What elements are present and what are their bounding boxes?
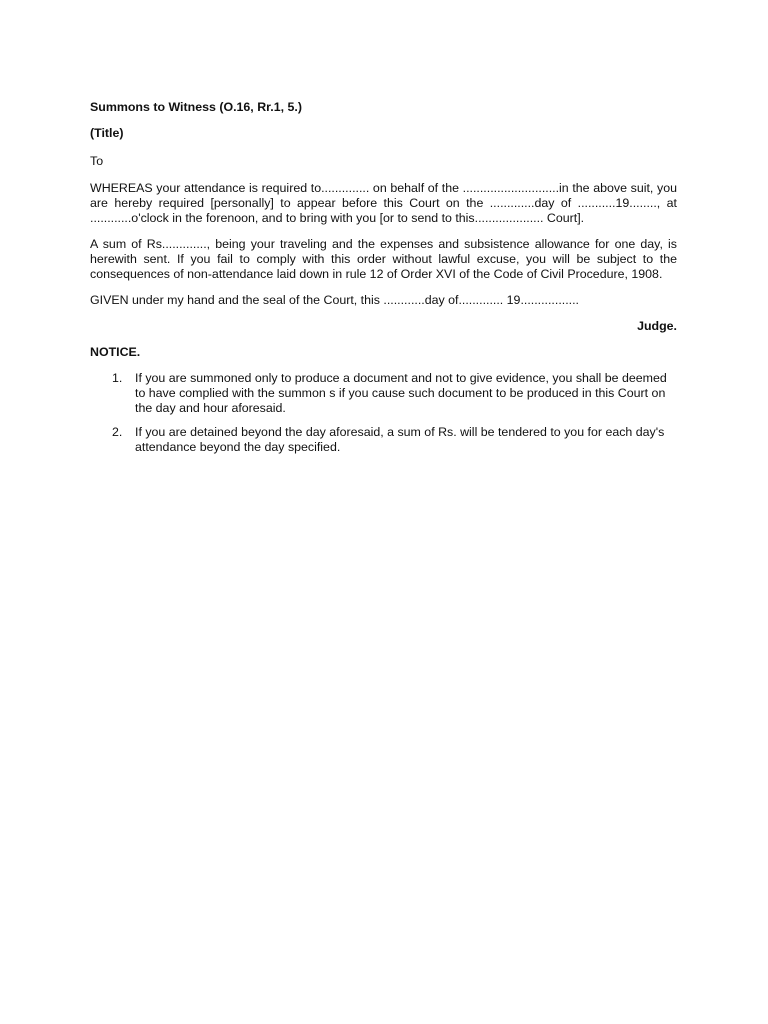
document-page xyxy=(90,100,677,464)
notice-heading: NOTICE. xyxy=(90,345,141,359)
addressee-label: To xyxy=(90,154,104,168)
notice-list xyxy=(90,371,677,455)
list-item-text: If you are detained beyond the day aforesaid, a sum of Rs. will be tendered to you for each day's attendance beyond the day specified. xyxy=(135,425,665,454)
judge-signature: Judge. xyxy=(637,319,677,333)
document-title: Summons to Witness (O.16, Rr.1, 5.) xyxy=(90,100,302,114)
given-paragraph: GIVEN under my hand and the seal of the Court, this ............day of............. 19................. xyxy=(90,293,579,307)
list-item xyxy=(112,425,677,455)
whereas-paragraph: WHEREAS your attendance is required to.............. on behalf of the ............................in the above suit, you are hereby required [personally] to appear before this Court on the .............day of ...........19........, at ............o'clock in the forenoon, and to bring with you [or to send to this.................... Court]. xyxy=(90,181,677,225)
list-item-number: 1. xyxy=(112,371,123,385)
sum-paragraph: A sum of Rs............., being your traveling and the expenses and subsistence allowance for one day, is herewith sent. If you fail to comply with this order without lawful excuse, you will be subject to the consequences of non-attendance laid down in rule 12 of Order XVI of the Code of Civil Procedure, 1908. xyxy=(90,237,677,281)
list-item xyxy=(112,371,677,416)
list-item-number: 2. xyxy=(112,425,123,439)
document-subtitle: (Title) xyxy=(90,126,124,140)
list-item-text: If you are summoned only to produce a document and not to give evidence, you shall be deemed to have complied with the summon s if you cause such document to be produced in this Court on the day and hour aforesaid. xyxy=(135,371,667,415)
